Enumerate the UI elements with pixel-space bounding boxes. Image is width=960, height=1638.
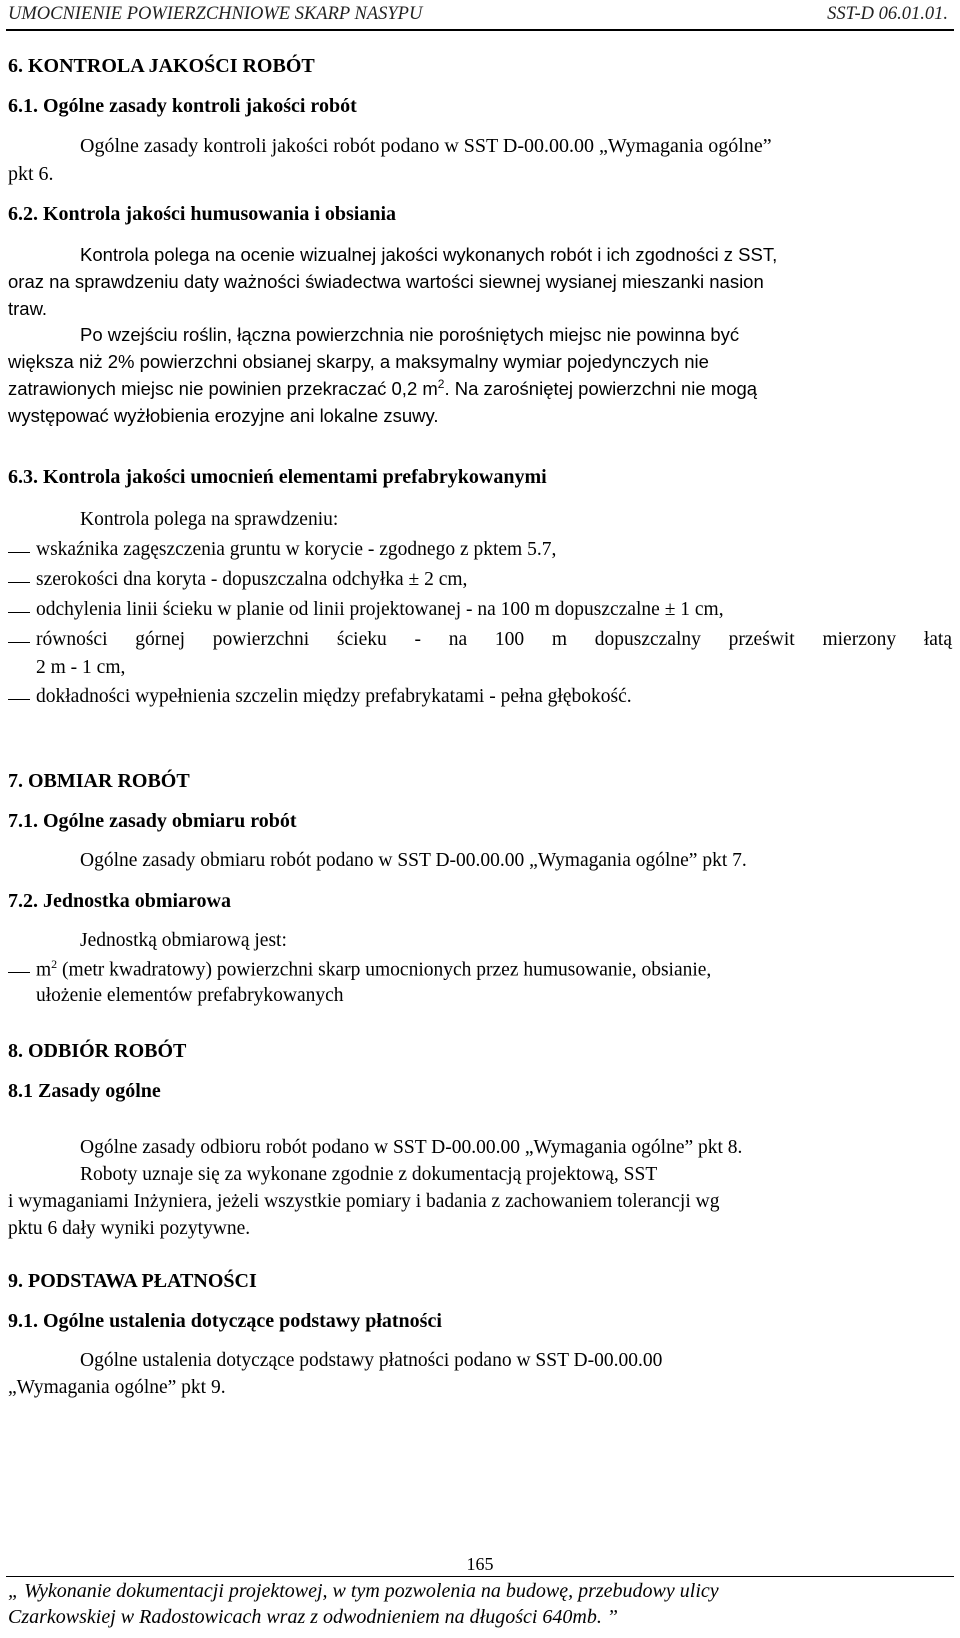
footer-rule: [6, 1576, 954, 1577]
section-9-1-heading: 9.1. Ogólne ustalenia dotyczące podstawy płatności: [8, 1310, 442, 1332]
section-6-1-heading: 6.1. Ogólne zasady kontroli jakości robót: [8, 95, 357, 117]
section-7-1-heading: 7.1. Ogólne zasady obmiaru robót: [8, 810, 297, 832]
list-dash: [8, 552, 30, 553]
section-8-heading: 8. ODBIÓR ROBÓT: [8, 1040, 187, 1062]
list-item: $m^2$ (metr kwadratowy) powierzchni skarp umocnionych przez humusowanie, obsianie,: [36, 957, 712, 981]
section-6-heading: 6. KONTROLA JAKOŚCI ROBÓT: [8, 55, 315, 77]
section-9-1-line-2: „Wymagania ogólne” pkt 9.: [8, 1377, 226, 1398]
footer-line-2: Czarkowskiej w Radostowicach wraz z odwodnieniem na długości 640mb. ”: [8, 1606, 618, 1628]
list-dash: [8, 699, 30, 700]
section-8-1-line-2: Roboty uznaje się za wykonane zgodnie z dokumentacją projektową, SST: [80, 1164, 658, 1185]
section-8-1-line-1: Ogólne zasady odbioru robót podano w SST D-00.00.00 „Wymagania ogólne” pkt 8.: [80, 1137, 743, 1158]
section-6-1-text: Ogólne zasady kontroli jakości robót podano w SST D-00.00.00 „Wymagania ogólne”: [80, 135, 772, 157]
section-7-1-text: Ogólne zasady obmiaru robót podano w SST D-00.00.00 „Wymagania ogólne” pkt 7.: [80, 850, 747, 871]
section-7-2-heading: 7.2. Jednostka obmiarowa: [8, 890, 231, 912]
section-7-heading: 7. OBMIAR ROBÓT: [8, 770, 190, 792]
list-dash: [8, 642, 30, 643]
header-spec-code: SST-D 06.01.01.: [827, 4, 948, 24]
para-6-2b-line-2: większa niż 2% powierzchni obsianej skarpy, a maksymalny wymiar pojedynczych nie: [8, 351, 709, 372]
list-item: równości górnej powierzchni ścieku - na 100 m dopuszczalny prześwit mierzony łatą: [36, 629, 952, 650]
para-6-2b-line-1: Po wzejściu roślin, łączna powierzchnia nie porośniętych miejsc nie powinna być: [80, 324, 740, 345]
section-6-3-intro: Kontrola polega na sprawdzeniu:: [80, 509, 339, 530]
list-item: dokładności wypełnienia szczelin między prefabrykatami - pełna głębokość.: [36, 686, 632, 707]
section-6-2-heading: 6.2. Kontrola jakości humusowania i obsiania: [8, 203, 397, 225]
header-title: UMOCNIENIE POWIERZCHNIOWE SKARP NASYPU: [8, 4, 423, 24]
header-rule: [6, 29, 954, 31]
list-item-cont: ułożenie elementów prefabrykowanych: [36, 985, 344, 1006]
section-7-2-intro: Jednostką obmiarową jest:: [80, 930, 287, 951]
para-6-2-line-3: traw.: [8, 298, 48, 319]
list-item: odchylenia linii ścieku w planie od linii projektowanej - na 100 m dopuszczalne ± 1 cm,: [36, 599, 724, 620]
para-6-2b-line-3: zatrawionych miejsc nie powinien przekraczać 0,2 $m^2$. Na zarośniętej powierzchni nie mogą: [8, 377, 758, 400]
section-8-1-line-4: pktu 6 dały wyniki pozytywne.: [8, 1218, 251, 1239]
list-dash: [8, 582, 30, 583]
para-6-2-line-2: oraz na sprawdzeniu daty ważności świadectwa wartości siewnej wysianej mieszanki nasion: [8, 271, 764, 292]
section-6-1-text-cont: pkt 6.: [8, 163, 54, 185]
para-6-2-line-1: Kontrola polega na ocenie wizualnej jakości wykonanych robót i ich zgodności z SST,: [80, 244, 778, 265]
para-6-2b-line-4: występować wyżłobienia erozyjne ani lokalne zsuwy.: [8, 405, 439, 426]
list-item-cont: 2 m - 1 cm,: [36, 657, 126, 678]
list-item: wskaźnika zagęszczenia gruntu w korycie - zgodnego z pktem 5.7,: [36, 539, 557, 560]
list-dash: [8, 612, 30, 613]
list-item: szerokości dna koryta - dopuszczalna odchyłka ± 2 cm,: [36, 569, 468, 590]
footer-line-1: „ Wykonanie dokumentacji projektowej, w tym pozwolenia na budowę, przebudowy ulicy: [8, 1580, 719, 1602]
section-6-3-heading: 6.3. Kontrola jakości umocnień elementami prefabrykowanymi: [8, 466, 547, 488]
list-dash: [8, 972, 30, 973]
section-8-1-heading: 8.1 Zasady ogólne: [8, 1080, 161, 1102]
page-number: 165: [466, 1554, 494, 1574]
section-8-1-line-3: i wymaganiami Inżyniera, jeżeli wszystkie pomiary i badania z zachowaniem tolerancji wg: [8, 1191, 720, 1212]
section-9-1-line-1: Ogólne ustalenia dotyczące podstawy płatności podano w SST D-00.00.00: [80, 1350, 663, 1371]
section-9-heading: 9. PODSTAWA PŁATNOŚCI: [8, 1270, 257, 1292]
page-header: [8, 4, 952, 28]
